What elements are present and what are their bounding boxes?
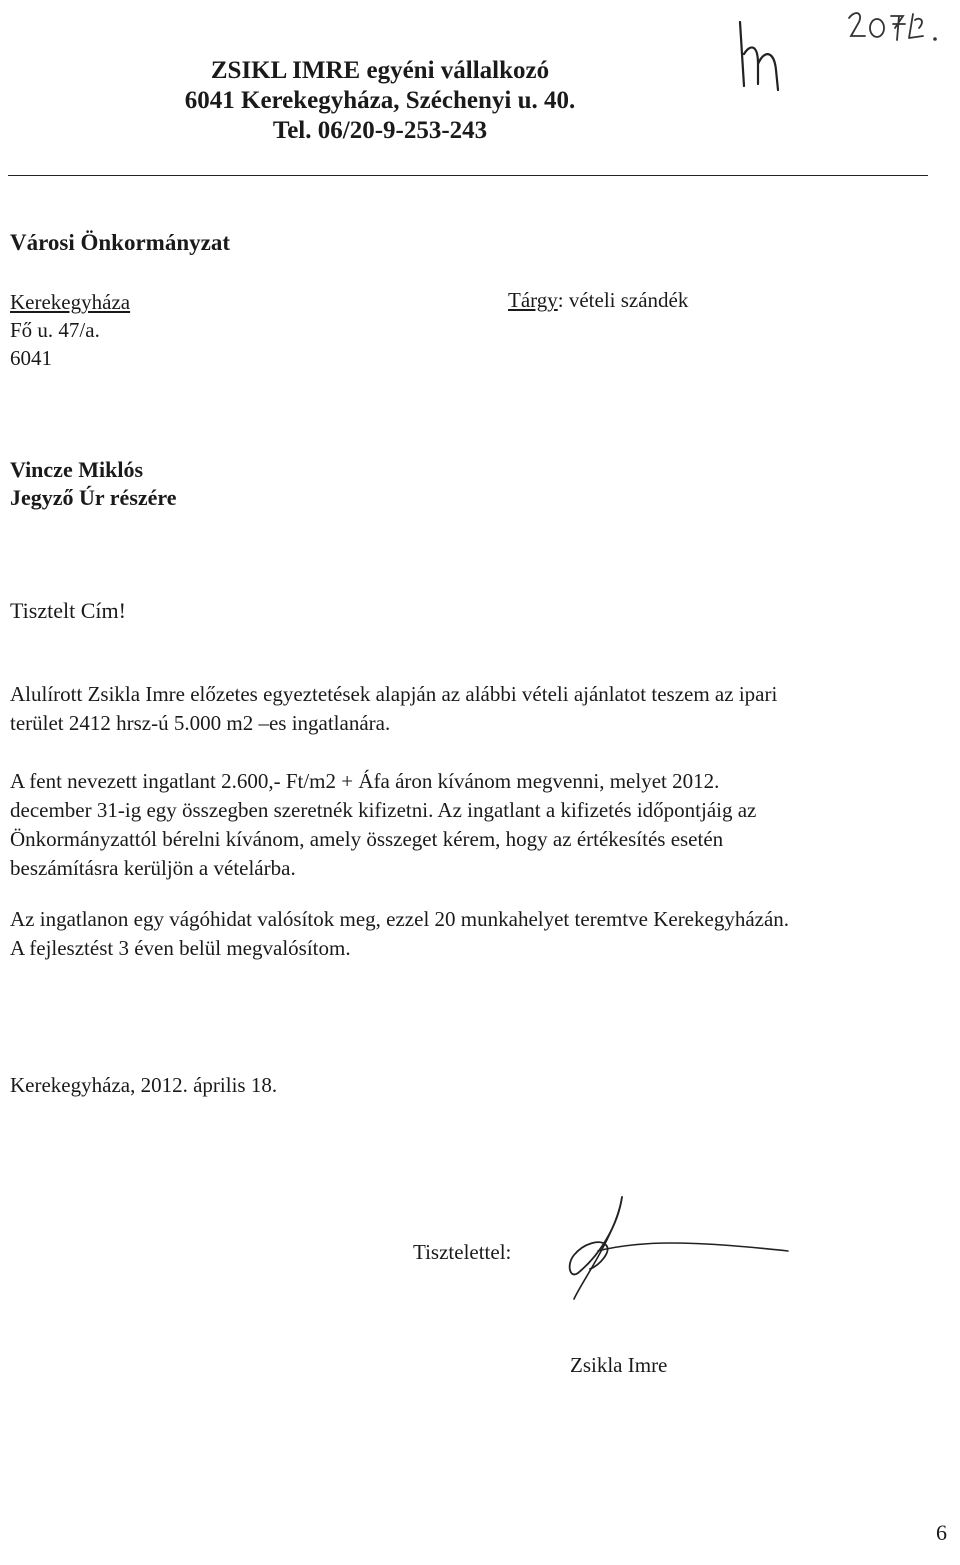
salutation: Tisztelt Cím! xyxy=(10,598,126,623)
attention-title: Jegyző Úr részére xyxy=(10,485,177,510)
recipient-city: Kerekegyháza xyxy=(10,290,131,314)
letterhead-phone: Tel. 06/20-9-253-243 xyxy=(272,117,488,144)
paragraph-price xyxy=(10,767,926,883)
recipient-postcode: 6041 xyxy=(10,346,52,370)
paragraph-line: Alulírott Zsikla Imre előzetes egyeztetések alapján az alábbi vételi ajánlatot teszem az ipari xyxy=(10,682,778,706)
subject-line xyxy=(508,288,688,313)
paragraph-line: Az ingatlanon egy vágóhidat valósítok meg, ezzel 20 munkahelyet teremtve Kerekegyházán. xyxy=(10,907,790,931)
attention-block xyxy=(10,456,177,512)
page-number: 6 xyxy=(936,1520,947,1545)
recipient-organization: Városi Önkormányzat xyxy=(10,230,230,255)
paragraph-line: Önkormányzattól bérelni kívánom, amely összeget kérem, hogy az értékesítés esetén xyxy=(10,827,724,851)
letterhead xyxy=(0,56,760,146)
paragraph-line: december 31-ig egy összegben szeretnék kifizetni. Az ingatlant a kifizetés időpontjáig az xyxy=(10,798,757,822)
letterhead-name: ZSIKL IMRE egyéni vállalkozó xyxy=(210,57,550,84)
letterhead-address: 6041 Kerekegyháza, Széchenyi u. 40. xyxy=(184,87,576,114)
paragraph-line: beszámításra kerüljön a vételárba. xyxy=(10,856,296,880)
subject-label: Tárgy xyxy=(508,288,558,312)
paragraph-offer xyxy=(10,680,926,738)
handwritten-initials-mark xyxy=(728,14,798,94)
recipient-street: Fő u. 47/a. xyxy=(10,318,100,342)
closing: Tisztelettel: xyxy=(413,1240,512,1264)
paragraph-line: A fejlesztést 3 éven belül megvalósítom. xyxy=(10,936,351,960)
attention-name: Vincze Miklós xyxy=(10,457,143,482)
place-date: Kerekegyháza, 2012. április 18. xyxy=(10,1073,278,1097)
letterhead-divider xyxy=(8,175,928,176)
paragraph-line: A fent nevezett ingatlant 2.600,- Ft/m2 + Áfa áron kívánom megvenni, melyet 2012. xyxy=(10,769,720,793)
paragraph-line: terület 2412 hrsz-ú 5.000 m2 –es ingatlanára. xyxy=(10,711,391,735)
handwritten-year-mark xyxy=(845,6,955,46)
signer-name: Zsikla Imre xyxy=(570,1353,668,1377)
signature-image xyxy=(560,1195,800,1305)
paragraph-development xyxy=(10,905,926,963)
recipient-address xyxy=(10,288,130,372)
subject-text: : vételi szándék xyxy=(557,288,689,312)
